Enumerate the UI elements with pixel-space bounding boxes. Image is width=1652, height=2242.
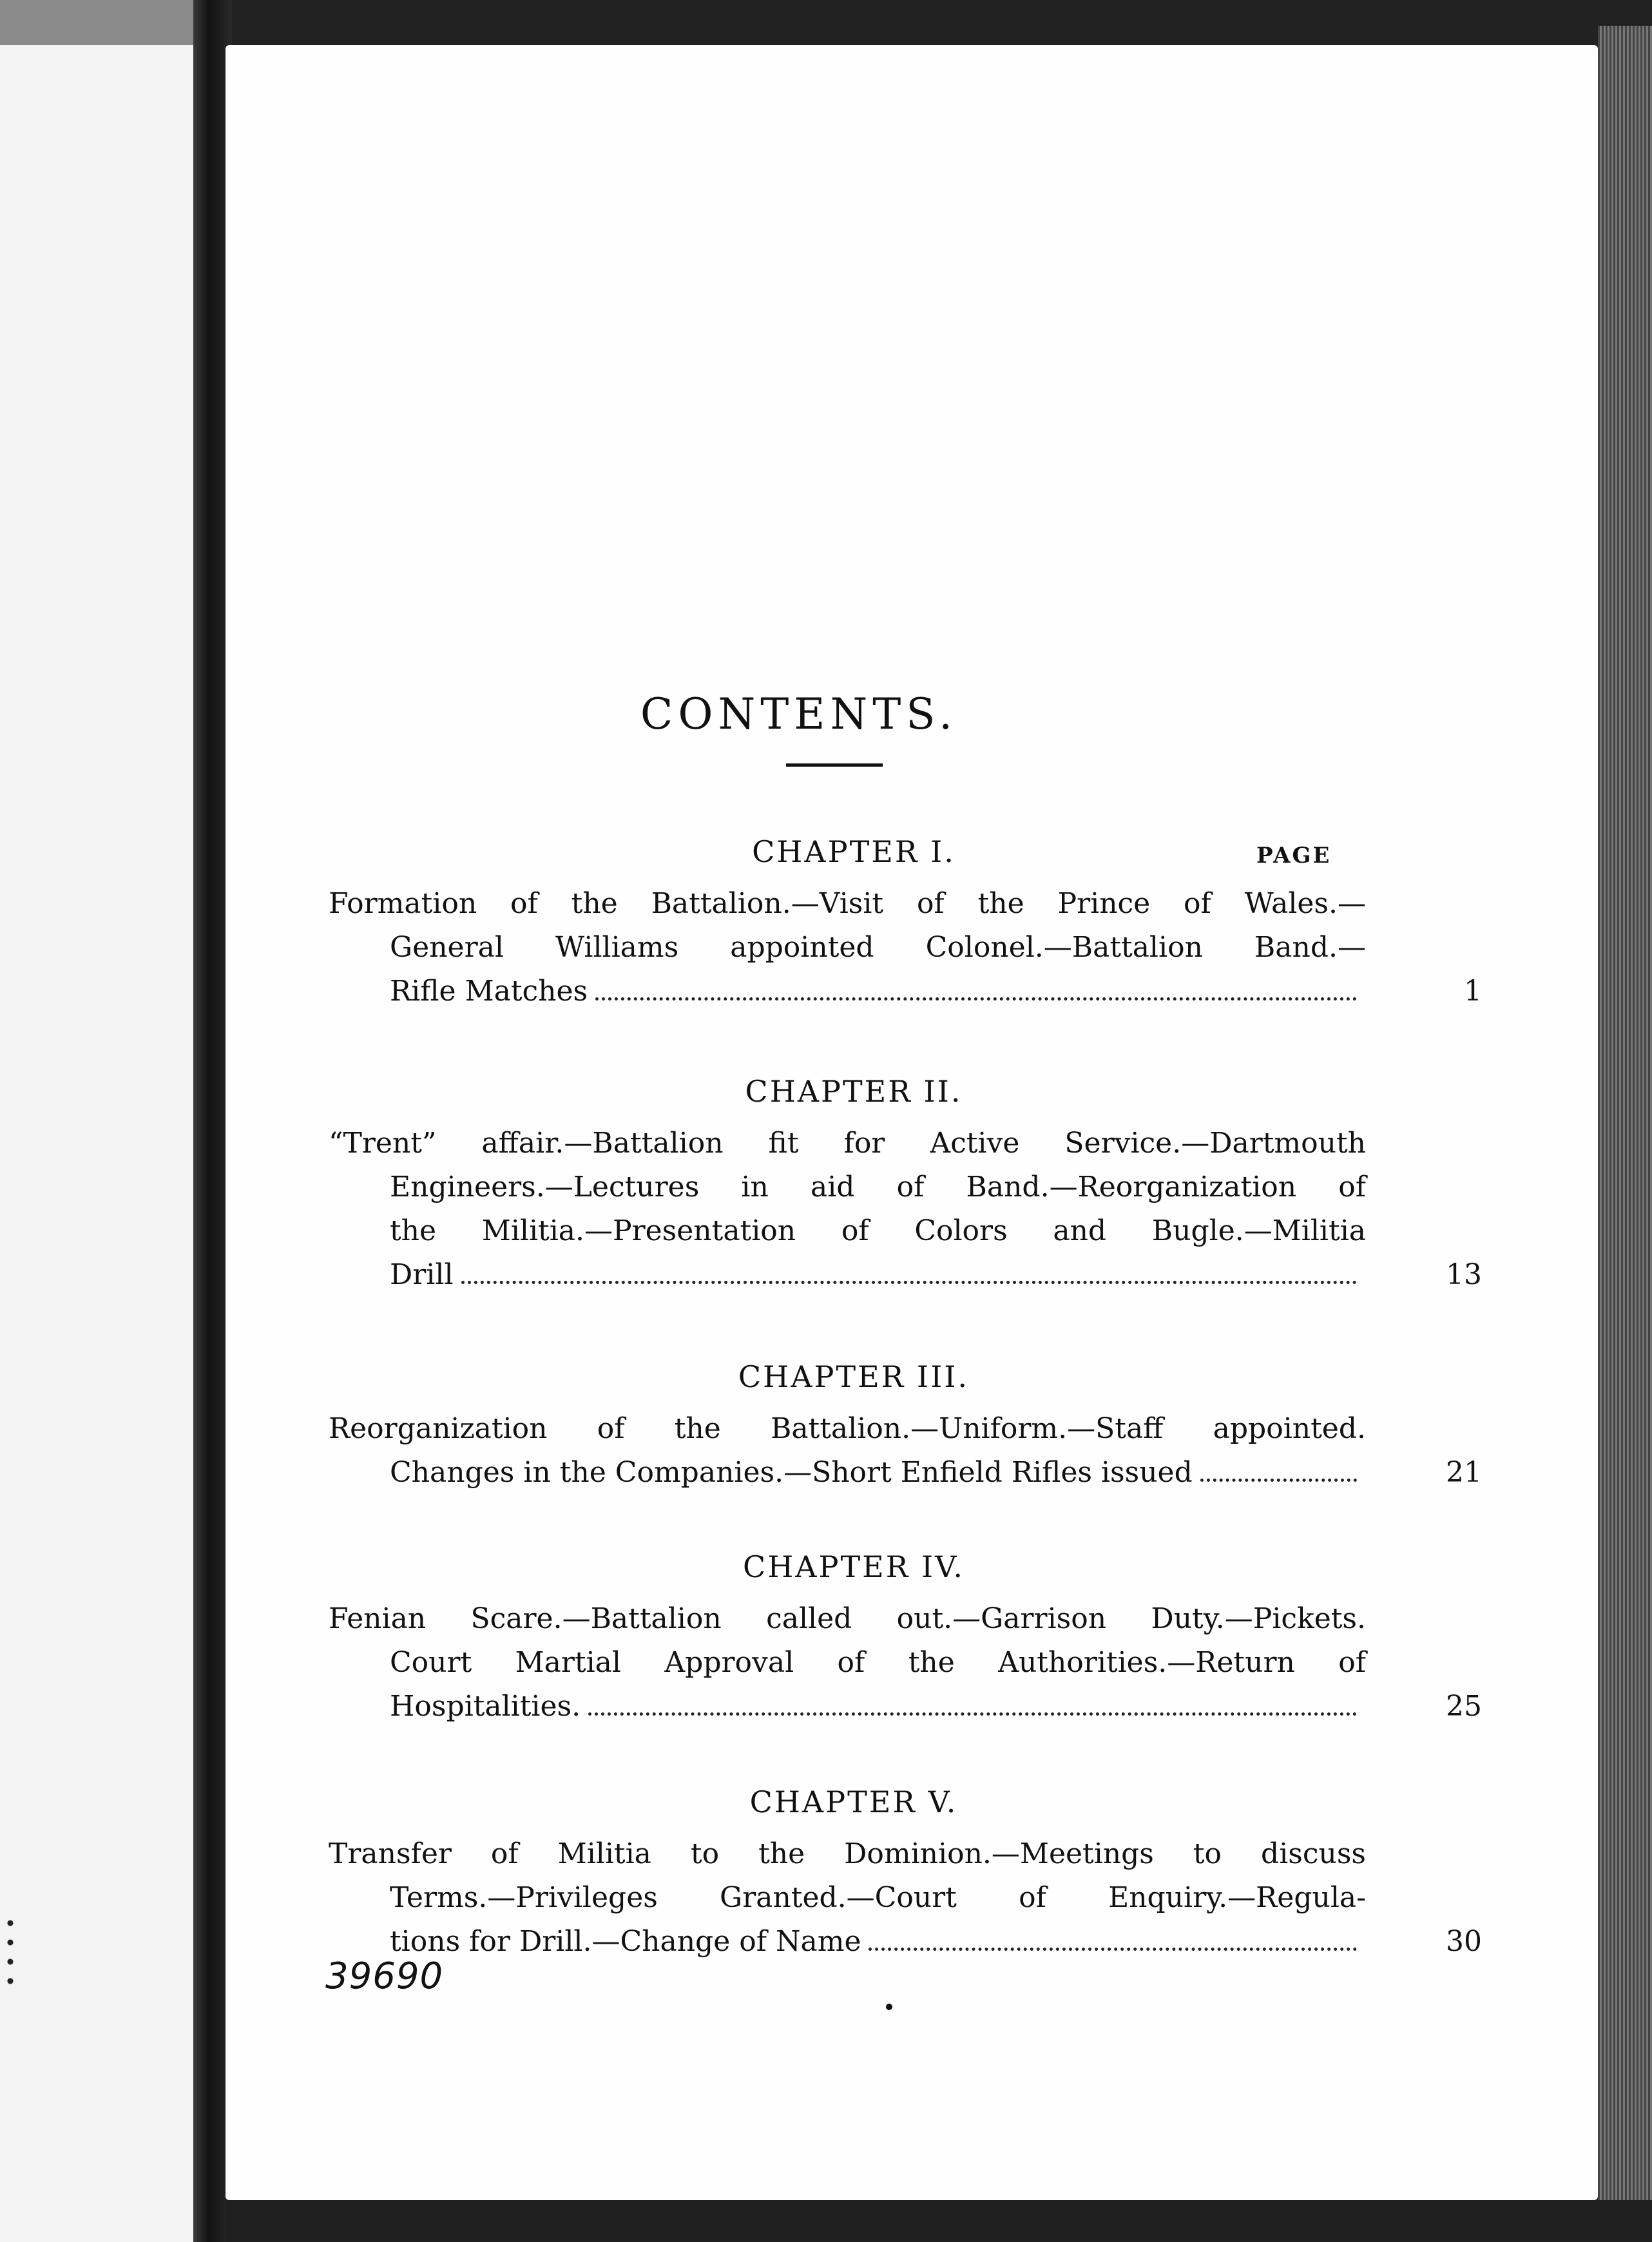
dot-leader: [1200, 1479, 1357, 1482]
entry-last-line: [329, 1685, 1366, 1729]
dot-leader: [595, 997, 1357, 1001]
entry-line: Drill: [390, 1258, 454, 1291]
handwritten-accession-number: 39690: [325, 1955, 444, 1997]
entry-line: “Trent” affair.—Battalion fit for Active Service.—Dartmouth: [329, 1127, 1366, 1160]
dot-leader: [461, 1281, 1357, 1284]
entry-line: Formation of the Battalion.—Visit of the Prince of Wales.—: [329, 887, 1366, 920]
chapter-entry-1: [329, 834, 1482, 1013]
chapter-heading: CHAPTER III.: [738, 1359, 970, 1394]
chapter-heading: CHAPTER V.: [749, 1785, 958, 1819]
chapter-heading: CHAPTER II.: [745, 1074, 963, 1109]
dot-leader: [588, 1712, 1357, 1716]
dot-leader: [869, 1948, 1357, 1951]
chapter-entry-5: [329, 1785, 1482, 1964]
entry-line: Changes in the Companies.—Short Enfield Rifles issued: [390, 1456, 1193, 1489]
entry-last-line: [329, 1920, 1366, 1964]
page-number: 1: [1464, 975, 1482, 1008]
entry-line: Hospitalities.: [390, 1690, 581, 1723]
page-block-edge: [1598, 26, 1652, 2242]
entry-line: Terms.—Privileges Granted.—Court of Enquiry.—Regula-: [390, 1881, 1366, 1914]
entry-line: Transfer of Militia to the Dominion.—Meetings to discuss: [329, 1837, 1366, 1870]
entry-line: Reorganization of the Battalion.—Uniform.—Staff appointed.: [329, 1412, 1366, 1445]
title-rule: [786, 763, 883, 767]
entry-line: Fenian Scare.—Battalion called out.—Garrison Duty.—Pickets.: [329, 1602, 1366, 1635]
page-number: 25: [1446, 1690, 1482, 1723]
entry-last-line: [329, 970, 1366, 1013]
entry-line: the Militia.—Presentation of Colors and Bugle.—Militia: [390, 1214, 1366, 1247]
page-number: 13: [1446, 1258, 1482, 1291]
entry-last-line: [329, 1253, 1366, 1297]
chapter-heading: CHAPTER I.: [752, 834, 956, 869]
page-number: 30: [1446, 1925, 1482, 1958]
page-number: 21: [1446, 1456, 1482, 1489]
chapter-entry-2: [329, 1074, 1482, 1297]
page-content: [226, 45, 1598, 2200]
entry-line: Engineers.—Lectures in aid of Band.—Reorganization of: [390, 1171, 1366, 1203]
chapter-entry-3: [329, 1359, 1482, 1495]
binding-holes: [4, 1913, 17, 1991]
chapter-heading: CHAPTER IV.: [743, 1549, 965, 1584]
ink-speck: [886, 2004, 892, 2010]
entry-line: Court Martial Approval of the Authorities.—Return of: [390, 1646, 1366, 1679]
page-title: CONTENTS.: [640, 689, 958, 739]
entry-last-line: [329, 1451, 1366, 1495]
entry-line: tions for Drill.—Change of Name: [390, 1925, 861, 1958]
scan-border: [226, 2200, 1652, 2242]
facing-page: [0, 0, 196, 2242]
entry-line: Rifle Matches: [390, 975, 588, 1008]
facing-page-edge: [0, 0, 193, 45]
entry-line: General Williams appointed Colonel.—Battalion Band.—: [390, 931, 1366, 964]
page-column-label: PAGE: [1256, 843, 1332, 868]
chapter-entry-4: [329, 1549, 1482, 1729]
contents-page: [226, 45, 1598, 2200]
